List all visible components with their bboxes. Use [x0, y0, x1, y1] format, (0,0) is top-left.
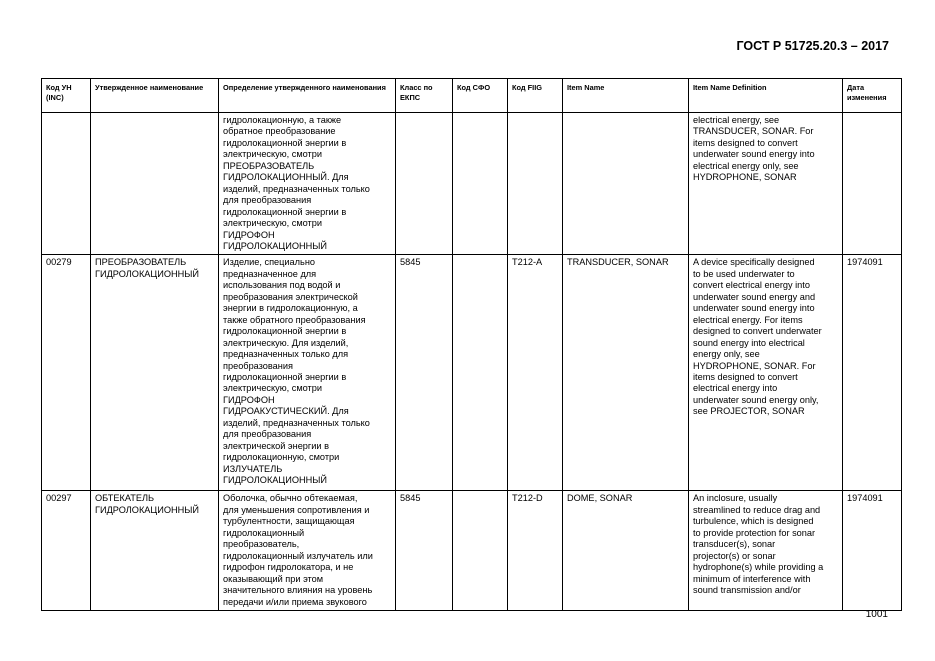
col-header-fiig-code: Код FIIG — [508, 79, 563, 113]
table-row — [42, 255, 902, 491]
cell-fiig-code: T212-D — [508, 491, 563, 611]
cell-inc: 00279 — [42, 255, 91, 491]
cell-change-date: 1974091 — [843, 491, 902, 611]
cell-item-name — [563, 113, 689, 255]
cell-approved-name: ПРЕОБРАЗОВАТЕЛЬ ГИДРОЛОКАЦИОННЫЙ — [91, 255, 219, 491]
cell-item-name: DOME, SONAR — [563, 491, 689, 611]
cell-definition: гидролокационную, а также обратное преобразование гидролокационной энергии в электрическую, смотри ПРЕОБРАЗОВАТЕЛЬ ГИДРОЛОКАЦИОННЫЙ. Для изделий, предназначенных только для преобразования гидролокационной энергии в электрическую, смотри ГИДРОФОН ГИДРОЛОКАЦИОННЫЙ — [219, 113, 396, 255]
cell-inc: 00297 — [42, 491, 91, 611]
col-header-inc: Код УН (INC) — [42, 79, 91, 113]
table-row — [42, 113, 902, 255]
cell-item-name-definition: electrical energy, see TRANSDUCER, SONAR. For items designed to convert underwater sound energy into electrical energy only, see HYDROPHONE, SONAR — [689, 113, 843, 255]
cell-approved-name: ОБТЕКАТЕЛЬ ГИДРОЛОКАЦИОННЫЙ — [91, 491, 219, 611]
col-header-change-date: Дата изменения — [843, 79, 902, 113]
cell-sfo-code — [453, 491, 508, 611]
page-number: 1001 — [865, 609, 888, 620]
cell-definition: Оболочка, обычно обтекаемая, для уменьшения сопротивления и турбулентности, защищающая гидролокационный преобразователь, гидролокационный излучатель или гидрофон гидролокатора, и не оказывающий при этом значительного влияния на уровень передачи и/или приема звукового — [219, 491, 396, 611]
col-header-approved-name: Утвержденное наименование — [91, 79, 219, 113]
table-row — [42, 491, 902, 611]
cell-fiig-code — [508, 113, 563, 255]
cell-item-name-definition: An inclosure, usually streamlined to reduce drag and turbulence, which is designed to provide protection for sonar transducer(s), sonar projector(s) or sonar hydrophone(s) while providing a minimum of interference with sound transmission and/or — [689, 491, 843, 611]
cell-ekps-class: 5845 — [396, 491, 453, 611]
cell-sfo-code — [453, 113, 508, 255]
col-header-sfo-code: Код СФО — [453, 79, 508, 113]
col-header-ekps-class: Класс по ЕКПС — [396, 79, 453, 113]
col-header-definition: Определение утвержденного наименования — [219, 79, 396, 113]
cell-change-date: 1974091 — [843, 255, 902, 491]
cell-inc — [42, 113, 91, 255]
catalog-table — [41, 78, 902, 611]
cell-ekps-class — [396, 113, 453, 255]
cell-ekps-class: 5845 — [396, 255, 453, 491]
cell-item-name: TRANSDUCER, SONAR — [563, 255, 689, 491]
document-code: ГОСТ Р 51725.20.3 – 2017 — [736, 39, 889, 53]
cell-sfo-code — [453, 255, 508, 491]
cell-change-date — [843, 113, 902, 255]
cell-approved-name — [91, 113, 219, 255]
cell-definition: Изделие, специально предназначенное для использования под водой и преобразования электрической энергии в гидролокационную, а также обратного преобразования гидролокационной энергии в электрическую. Для изделий, предназначенных только для преобразования гидролокационной энергии в электрическую, смотри ГИДРОФОН ГИДРОАКУСТИЧЕСКИЙ. Для изделий, предназначенных только для преобразования электрической энергии в гидролокационную, смотри ИЗЛУЧАТЕЛЬ ГИДРОЛОКАЦИОННЫЙ — [219, 255, 396, 491]
cell-fiig-code: T212-A — [508, 255, 563, 491]
cell-item-name-definition: A device specifically designed to be used underwater to convert electrical energy into underwater sound energy and underwater sound energy into electrical energy. For items designed to convert underwater sound energy into electrical energy only, see HYDROPHONE, SONAR. For items designed to convert electrical energy into underwater sound energy only, see PROJECTOR, SONAR — [689, 255, 843, 491]
col-header-item-name-definition: Item Name Definition — [689, 79, 843, 113]
col-header-item-name: Item Name — [563, 79, 689, 113]
table-header-row — [42, 79, 902, 113]
